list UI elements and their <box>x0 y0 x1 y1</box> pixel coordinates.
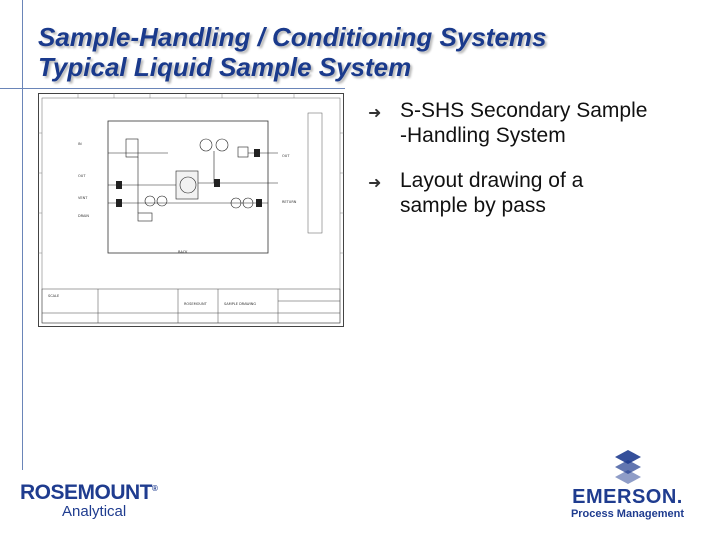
rosemount-wordmark: ROSEMOUNT <box>20 481 152 504</box>
svg-text:OUT: OUT <box>78 174 86 178</box>
svg-text:DRAIN: DRAIN <box>78 214 90 218</box>
svg-text:ROSEMOUNT: ROSEMOUNT <box>184 302 207 306</box>
svg-text:SCALE: SCALE <box>48 294 60 298</box>
svg-text:VENT: VENT <box>78 196 88 200</box>
emerson-dot: . <box>676 486 683 508</box>
bullet-list <box>368 98 708 238</box>
process-management-wordmark: Process Management <box>570 508 685 520</box>
bullet-item <box>368 98 708 148</box>
emerson-wordmark: EMERSON <box>572 486 677 508</box>
title-line-1: Sample-Handling / Conditioning Systems <box>38 22 547 52</box>
bullet-text-1a: S-SHS Secondary Sample <box>400 99 648 122</box>
svg-text:IN: IN <box>78 142 82 146</box>
svg-text:SAMPLE DRAWING: SAMPLE DRAWING <box>224 302 257 306</box>
layout-drawing-image <box>38 93 344 327</box>
rosemount-logo <box>20 478 157 520</box>
svg-text:OUT: OUT <box>282 154 290 158</box>
bullet-item <box>368 168 708 218</box>
vertical-rule <box>22 0 23 470</box>
horizontal-rule <box>0 88 345 89</box>
right-arrow-icon: ➜ <box>368 175 382 192</box>
svg-text:BACK: BACK <box>178 250 188 254</box>
analytical-wordmark: Analytical <box>62 503 127 520</box>
emerson-emblem-icon <box>613 450 643 484</box>
right-arrow-icon: ➜ <box>368 105 382 122</box>
svg-text:RETURN: RETURN <box>282 200 297 204</box>
bullet-text-2a: Layout drawing of a <box>400 169 584 192</box>
registered-mark: ® <box>152 484 158 493</box>
bullet-text-1b: -Handling System <box>400 124 566 147</box>
emerson-logo <box>565 450 690 521</box>
bullet-text-2b: sample by pass <box>400 194 546 217</box>
title-line-2: Typical Liquid Sample System <box>38 52 412 82</box>
slide-title <box>38 22 547 82</box>
